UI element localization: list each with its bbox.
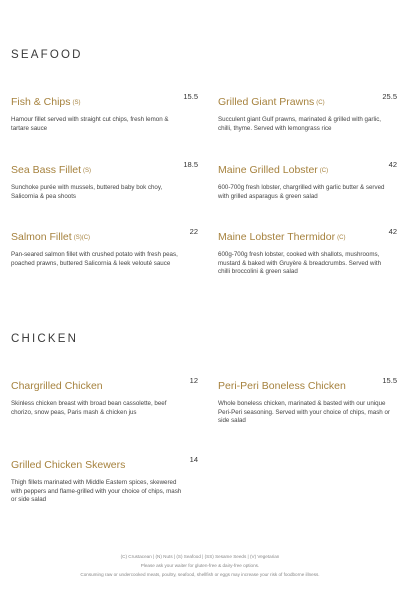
menu-item-lobster-grilled bbox=[218, 160, 397, 201]
item-name: Peri-Peri Boneless Chicken bbox=[218, 380, 346, 392]
item-price: 22 bbox=[189, 227, 198, 236]
item-name: Sea Bass Fillet bbox=[11, 164, 82, 176]
item-price: 15.5 bbox=[183, 92, 198, 101]
item-name: Grilled Chicken Skewers bbox=[11, 459, 126, 471]
item-name: Maine Lobster Thermidor bbox=[218, 231, 336, 243]
menu-item-chargrilled-chicken bbox=[11, 376, 198, 417]
item-price: 15.5 bbox=[382, 376, 397, 385]
item-name: Fish & Chips bbox=[11, 96, 71, 108]
item-allergen-tag: (S)(C) bbox=[73, 235, 91, 241]
item-description: Skinless chicken breast with broad bean cassolette, beef chorizo, snow peas, Paris mash & chicken jus bbox=[11, 400, 167, 416]
item-description: Hamour fillet served with straight cut chips, fresh lemon & tartare sauce bbox=[11, 116, 169, 132]
menu-item-chicken-skewers bbox=[11, 455, 198, 505]
health-disclaimer: Consuming raw or undercooked meats, poultry, seafood, shellfish or eggs may increase your risk of foodborne illness. bbox=[80, 572, 320, 577]
item-allergen-tag: (C) bbox=[316, 100, 325, 106]
menu-item-fish-chips bbox=[11, 92, 198, 133]
item-price: 14 bbox=[189, 455, 198, 464]
section-title-chicken: CHICKEN bbox=[11, 333, 79, 345]
item-description: Whole boneless chicken, marinated & basted with our unique Peri-Peri seasoning. Served with your choice of chips, mash or side salad bbox=[218, 400, 390, 424]
menu-item-peri-peri bbox=[218, 376, 397, 426]
menu-item-sea-bass bbox=[11, 160, 198, 201]
item-price: 12 bbox=[189, 376, 198, 385]
item-description: 600g-700g fresh lobster, cooked with shallots, mushrooms, mustard & baked with Gruyère & breadcrumbs. Served with chilli broccolini & green salad bbox=[218, 251, 382, 275]
section-title-seafood: SEAFOOD bbox=[11, 49, 83, 61]
item-price: 42 bbox=[388, 227, 397, 236]
menu-item-salmon bbox=[11, 227, 198, 268]
item-allergen-tag: (S) bbox=[72, 100, 81, 106]
item-description: Pan-seared salmon fillet with crushed potato with fresh peas, poached prawns, buttered Salicornia & leek velouté sauce bbox=[11, 251, 178, 267]
item-allergen-tag: (C) bbox=[337, 235, 346, 241]
item-allergen-tag: (S) bbox=[83, 168, 92, 174]
item-description: Thigh fillets marinated with Middle Eastern spices, skewered with peppers and flame-grilled with your choice of chips, mash or side salad bbox=[11, 479, 182, 503]
menu-item-prawns bbox=[218, 92, 397, 133]
allergen-legend: (C) Crustacean | (N) Nuts | (S) Seafood | (SS) Sesame Seeds | (V) Vegetarian bbox=[120, 554, 280, 559]
item-price: 18.5 bbox=[183, 160, 198, 169]
item-allergen-tag: (C) bbox=[319, 168, 329, 174]
item-name: Maine Grilled Lobster bbox=[218, 164, 318, 176]
item-description: Sunchoke purée with mussels, buttered baby bok choy, Salicornia & pea shoots bbox=[11, 184, 163, 200]
item-price: 25.5 bbox=[382, 92, 397, 101]
dietary-note: Please ask your waiter for gluten-free & dairy-free options. bbox=[140, 563, 260, 568]
menu-item-lobster-thermidor bbox=[218, 227, 397, 277]
item-name: Salmon Fillet bbox=[11, 231, 72, 243]
item-description: Succulent giant Gulf prawns, marinated & grilled with garlic, chilli, thyme. Served with lemongrass rice bbox=[218, 116, 382, 132]
item-description: 600-700g fresh lobster, chargrilled with garlic butter & served with grilled asparagus & green salad bbox=[218, 184, 385, 200]
item-name: Grilled Giant Prawns bbox=[218, 96, 315, 108]
item-price: 42 bbox=[388, 160, 397, 169]
item-name: Chargrilled Chicken bbox=[11, 380, 103, 392]
